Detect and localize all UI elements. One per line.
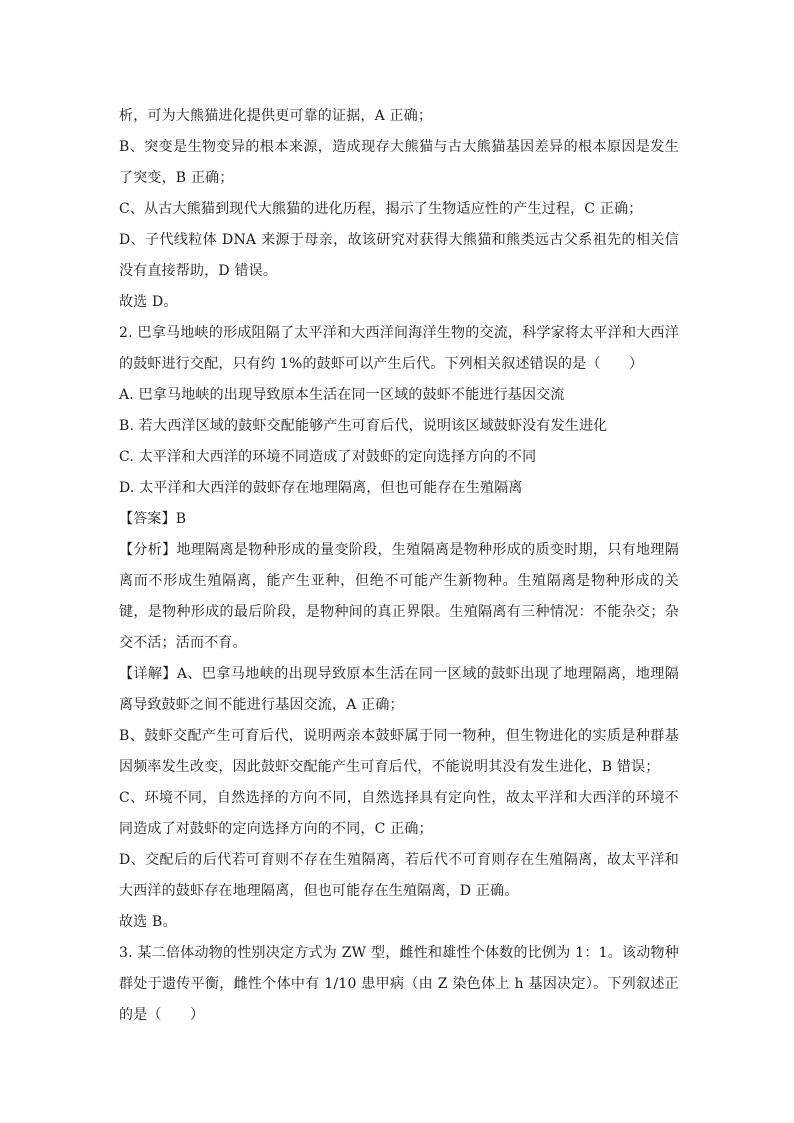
explanation-line: 同造成了对鼓虾的定向选择方向的不同，C 正确； bbox=[119, 821, 433, 837]
question-stem: 2. 巴拿马地峡的形成阻隔了太平洋和大西洋间海洋生物的交流，科学家将太平洋和大西洋 bbox=[119, 325, 679, 341]
text-line: 没有直接帮助，D 错误。 bbox=[119, 263, 278, 279]
answer-line: 【答案】B bbox=[119, 511, 187, 527]
text-line: C、从古大熊猫到现代大熊猫的进化历程，揭示了生物适应性的产生过程，C 正确； bbox=[119, 201, 643, 217]
text-line: D、子代线粒体 DNA 来源于母亲，故该研究对获得大熊猫和熊类远古父系祖先的相关信 bbox=[119, 232, 679, 248]
option-a: A. 巴拿马地峡的出现导致原本生活在同一区域的鼓虾不能进行基因交流 bbox=[119, 387, 565, 403]
text-line: 析，可为大熊猫进化提供更可靠的证据，A 正确； bbox=[119, 108, 433, 124]
text-line: B、突变是生物变异的根本来源，造成现存大熊猫与古大熊猫基因差异的根本原因是发生 bbox=[119, 139, 679, 155]
option-b: B. 若大西洋区域的鼓虾交配能够产生可育后代，说明该区域鼓虾没有发生进化 bbox=[119, 418, 608, 434]
explanation-line: 离导致鼓虾之间不能进行基因交流，A 正确； bbox=[119, 697, 404, 713]
option-d: D. 太平洋和大西洋的鼓虾存在地理隔离，但也可能存在生殖隔离 bbox=[119, 480, 523, 496]
explanation-line: 【详解】A、巴拿马地峡的出现导致原本生活在同一区域的鼓虾出现了地理隔离，地理隔 bbox=[119, 666, 679, 682]
explanation-line: C、环境不同，自然选择的方向不同，自然选择具有定向性，故太平洋和大西洋的环境不 bbox=[119, 790, 679, 806]
analysis-line: 键，是物种形成的最后阶段，是物种间的真正界限。生殖隔离有三种情况：不能杂交；杂 bbox=[119, 604, 679, 620]
text-line: 了突变，B 正确； bbox=[119, 170, 234, 186]
question-stem: 的鼓虾进行交配，只有约 1%的鼓虾可以产生后代。下列相关叙述错误的是（ ） bbox=[119, 356, 644, 372]
analysis-line: 离而不形成生殖隔离，能产生亚种，但绝不可能产生新物种。生殖隔离是物种形成的关 bbox=[119, 573, 679, 589]
analysis-line: 交不活；活而不育。 bbox=[119, 635, 247, 651]
explanation-line: B、鼓虾交配产生可育后代，说明两亲本鼓虾属于同一物种，但生物进化的实质是种群基 bbox=[119, 728, 679, 744]
option-c: C. 太平洋和大西洋的环境不同造成了对鼓虾的定向选择方向的不同 bbox=[119, 449, 537, 465]
question-stem: 群处于遗传平衡，雌性个体中有 1/10 患甲病（由 Z 染色体上 h 基因决定）。下列叙述正 bbox=[119, 976, 679, 992]
explanation-line: 因频率发生改变，因此鼓虾交配能产生可育后代，不能说明其没有发生进化，B 错误； bbox=[119, 759, 660, 775]
explanation-line: D、交配后的后代若可育则不存在生殖隔离，若后代不可育则存在生殖隔离，故太平洋和 bbox=[119, 852, 679, 868]
document-body bbox=[119, 101, 679, 1031]
explanation-line: 大西洋的鼓虾存在地理隔离，但也可能存在生殖隔离，D 正确。 bbox=[119, 883, 519, 899]
question-stem: 的是（ ） bbox=[119, 1007, 205, 1023]
text-line: 故选 B。 bbox=[119, 914, 177, 930]
analysis-line: 【分析】地理隔离是物种形成的量变阶段，生殖隔离是物种形成的质变时期，只有地理隔 bbox=[119, 542, 679, 558]
text-line: 故选 D。 bbox=[119, 294, 178, 310]
question-stem: 3. 某二倍体动物的性别决定方式为 ZW 型，雌性和雄性个体数的比例为 1：1。该动物种 bbox=[119, 945, 679, 961]
